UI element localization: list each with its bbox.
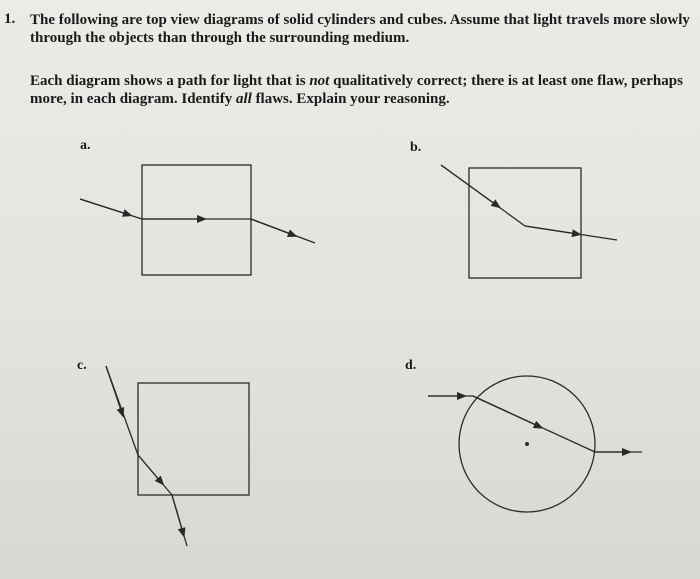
question-statement: The following are top view diagrams of solid cylinders and cubes. Assume that light travels more slowly through the objects than through the surrounding medium.	[30, 12, 690, 46]
diagram-b-label: b.	[410, 140, 422, 155]
diagram-c-internal-arrow	[138, 455, 161, 482]
diagram-a-square	[142, 165, 251, 275]
diagram-b	[441, 165, 617, 278]
diagram-c-incident-arrow	[106, 366, 122, 413]
question-number: 1.	[4, 11, 16, 27]
question-instructions: Each diagram shows a path for light that is not qualitatively correct; there is at least one flaw, perhaps more, in each diagram. Identify all flaws. Explain your reasoning.	[30, 73, 683, 107]
diagram-b-square	[469, 168, 581, 278]
diagram-d	[428, 376, 642, 512]
diagram-a	[80, 165, 315, 275]
diagram-c-square	[138, 383, 249, 495]
diagram-a-incident-arrow	[80, 199, 128, 215]
diagram-d-center-dot	[525, 442, 529, 446]
diagram-c-label: c.	[77, 358, 87, 373]
diagram-a-exit-arrow	[251, 219, 293, 235]
diagram-c	[106, 366, 249, 546]
diagram-d-internal-arrow	[473, 396, 539, 427]
diagram-d-label: d.	[405, 358, 417, 373]
diagram-c-exit-arrow	[172, 495, 183, 533]
diagram-a-label: a.	[80, 138, 91, 153]
diagram-b-refracted-arrow	[525, 226, 577, 234]
